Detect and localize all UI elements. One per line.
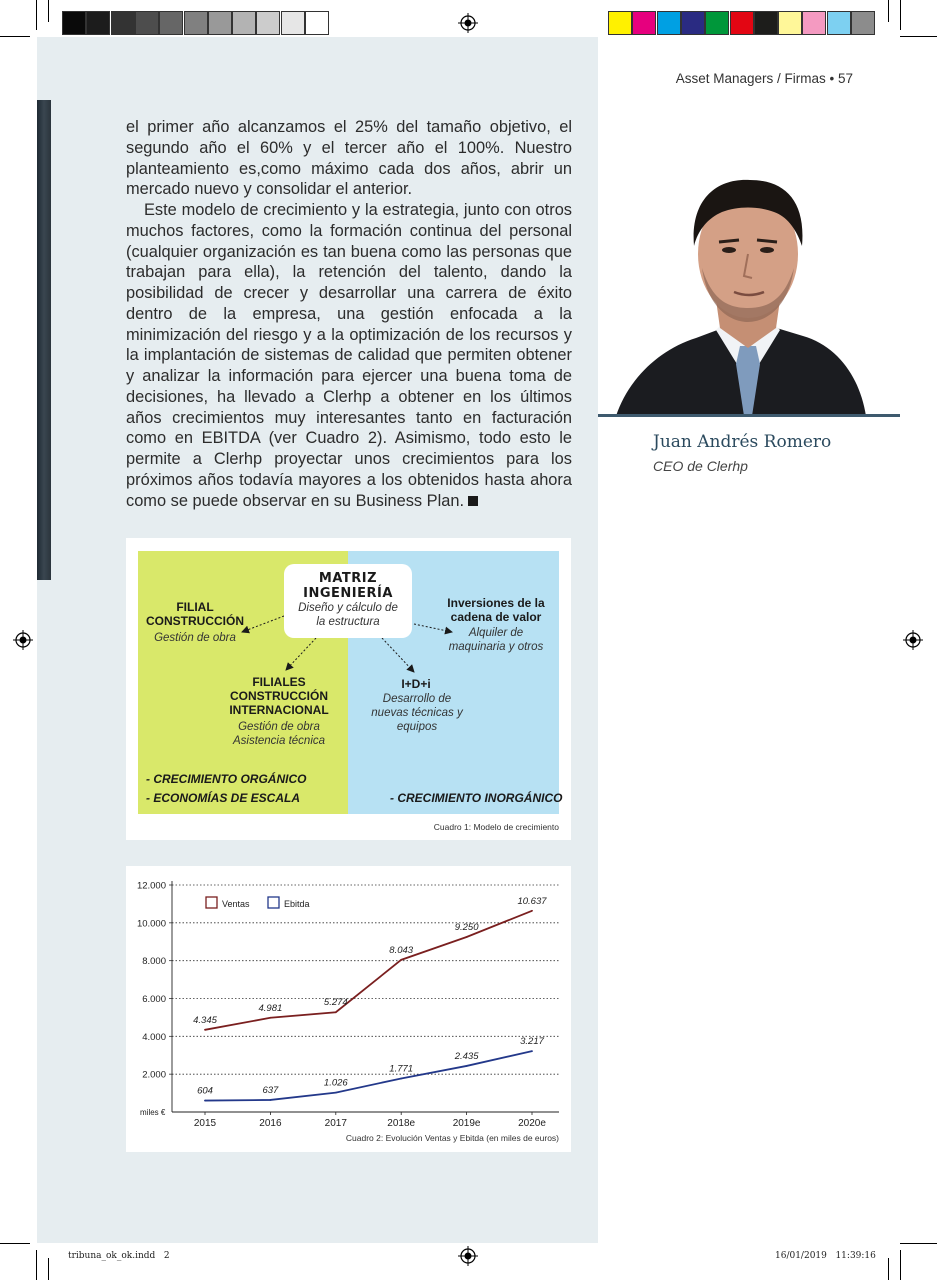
person-name: Juan Andrés Romero: [653, 432, 832, 452]
color-swatch: [730, 11, 754, 35]
x-tick-label: 2018e: [387, 1118, 416, 1129]
crop-mark: [900, 36, 937, 37]
portrait-photo: [598, 150, 900, 416]
gray-swatch: [305, 11, 329, 35]
data-point: [466, 936, 468, 938]
organic-growth-label: - CRECIMIENTO ORGÁNICO: [146, 772, 307, 786]
registration-mark-icon: [458, 1246, 478, 1266]
economies-of-scale-label: - ECONOMÍAS DE ESCALA: [146, 791, 301, 805]
inorganic-growth-label: - CRECIMIENTO INORGÁNICO: [390, 791, 563, 805]
x-tick-label: 2019e: [452, 1118, 481, 1129]
gray-swatch: [256, 11, 280, 35]
running-head: Asset Managers / Firmas • 57: [675, 71, 853, 86]
y-tick-label: 8.000: [142, 956, 166, 968]
y-tick-label: 4.000: [142, 1031, 166, 1043]
crop-mark: [0, 36, 30, 37]
data-point: [531, 1050, 533, 1052]
data-label: 637: [262, 1084, 279, 1096]
legend-swatch: [206, 897, 217, 908]
crop-mark: [48, 0, 49, 22]
crop-mark: [900, 0, 901, 30]
data-label: 5.274: [323, 997, 348, 1009]
y-unit-label: miles €: [140, 1108, 166, 1117]
filial-title: FILIAL CONSTRUCCIÓN: [146, 600, 244, 628]
page-edge-strip: [37, 100, 51, 580]
chart-caption: Cuadro 2: Evolución Ventas y Ebitda (en miles de euros): [345, 1133, 559, 1143]
y-tick-label: 6.000: [142, 994, 166, 1005]
color-swatch: [705, 11, 729, 35]
y-tick-label: 10.000: [136, 918, 166, 930]
data-point: [204, 1100, 206, 1102]
intl-title: FILIALES CONSTRUCCIÓN INTERNACIONAL: [229, 675, 329, 717]
y-tick-label: 12.000: [136, 880, 166, 892]
growth-model-diagram: [126, 538, 571, 840]
data-label: 9.250: [454, 922, 479, 934]
data-label: 8.043: [389, 944, 414, 956]
arrow-to-idi: [382, 638, 414, 672]
crop-mark: [48, 1258, 49, 1280]
gray-swatch: [232, 11, 256, 35]
color-swatch: [827, 11, 851, 35]
registration-mark-icon: [458, 13, 478, 33]
data-label: 10.637: [517, 895, 547, 907]
data-point: [466, 1065, 468, 1067]
gray-swatch: [135, 11, 159, 35]
chart-canvas: [126, 866, 571, 1152]
color-swatch: [851, 11, 875, 35]
arrow-to-filial: [242, 616, 284, 632]
gray-swatch: [86, 11, 110, 35]
color-swatch: [657, 11, 681, 35]
diagram-caption: Cuadro 1: Modelo de crecimiento: [433, 822, 559, 832]
gray-swatch: [159, 11, 183, 35]
investments-subtitle: Alquiler de maquinaria y otros: [448, 627, 544, 653]
crop-mark: [888, 0, 889, 22]
data-point: [270, 1099, 272, 1101]
crop-mark: [900, 1250, 901, 1280]
color-swatch: [802, 11, 826, 35]
legend-label: Ebitda: [284, 899, 310, 909]
body-paragraph: Este modelo de crecimiento y la estrategia, junto con otros muchos factores, como la formación continua del personal (cualquier organización es tan buena como las personas que trabajan para ella), la retención del talento, dando la posibilidad de crecer y desarrollar una carrera de éxito dentro de la empresa, una gestión enfocada a la minimización del riesgo y a la optimización de los recursos y la implantación de sistemas de calidad que permiten obtener y analizar la información para ejercer una buena toma de decisiones, ha llevado a Clerhp a obtener en los últimos años crecimientos muy interesantes tanto en facturación como en EBITDA (ver Cuadro 2). Asimismo, todo esto le permite a Clerhp proyectar unos crecimientos para los próximos años todavía mayores a los obtenidos hasta ahora como se puede observar en su Business Plan.: [126, 201, 572, 510]
color-swatch: [632, 11, 656, 35]
x-tick-label: 2015: [193, 1118, 217, 1129]
data-point: [531, 910, 533, 912]
investments-title: Inversiones de la cadena de valor: [447, 596, 545, 624]
series-line-ventas: [205, 911, 532, 1030]
x-tick-label: 2017: [324, 1118, 347, 1129]
intl-subtitle: Gestión de obra Asistencia técnica: [232, 721, 326, 747]
color-swatch: [681, 11, 705, 35]
footer-timestamp: 16/01/2019 11:39:16: [775, 1251, 876, 1261]
gray-swatch: [62, 11, 86, 35]
data-label: 604: [197, 1085, 213, 1097]
crop-mark: [0, 1243, 30, 1244]
data-point: [335, 1011, 337, 1013]
crop-mark: [36, 0, 37, 30]
legend-label: Ventas: [222, 899, 250, 909]
article-body: [126, 117, 572, 511]
data-label: 4.981: [258, 1002, 283, 1014]
data-label: 4.345: [193, 1014, 217, 1026]
matriz-subtitle: Diseño y cálculo de la estructura: [298, 602, 398, 628]
registration-mark-icon: [13, 630, 33, 650]
gray-swatch: [111, 11, 135, 35]
body-paragraph: el primer año alcanzamos el 25% del tamaño objetivo, el segundo año el 60% y el tercer año el 100%. Nuestro planteamiento es,como máximo cada dos años, abrir un mercado nuevo y consolidar el anterior.: [126, 118, 572, 199]
data-point: [400, 1078, 402, 1080]
x-tick-label: 2020e: [518, 1118, 546, 1129]
end-of-article-mark-icon: [468, 496, 478, 506]
crop-mark: [36, 1250, 37, 1280]
x-tick-label: 2016: [259, 1118, 282, 1129]
data-label: 3.217: [520, 1036, 544, 1048]
data-label: 2.435: [454, 1050, 479, 1062]
data-point: [204, 1029, 206, 1031]
idi-subtitle: Desarrollo de nuevas técnicas y equipos: [371, 693, 463, 733]
series-line-ebitda: [205, 1051, 532, 1100]
color-swatch: [608, 11, 632, 35]
legend-swatch: [268, 897, 279, 908]
filial-subtitle: Gestión de obra: [154, 632, 236, 644]
crop-mark: [900, 1243, 937, 1244]
y-tick-label: 2.000: [142, 1069, 166, 1081]
idi-title: I+D+i: [401, 677, 431, 691]
crop-mark: [888, 1258, 889, 1280]
sales-ebitda-chart: [126, 866, 571, 1152]
data-label: 1.771: [389, 1063, 414, 1075]
gray-swatch: [208, 11, 232, 35]
data-point: [270, 1017, 272, 1019]
color-swatch: [754, 11, 778, 35]
matriz-title: MATRIZ INGENIERÍA: [303, 571, 393, 601]
data-point: [335, 1092, 337, 1094]
registration-mark-icon: [903, 630, 923, 650]
footer-file-name: tribuna_ok_ok.indd 2: [68, 1251, 170, 1261]
gray-swatch: [281, 11, 305, 35]
color-swatch: [778, 11, 802, 35]
person-role: CEO de Clerhp: [653, 458, 748, 474]
data-label: 1.026: [323, 1077, 348, 1089]
portrait-underline: [598, 414, 900, 417]
arrow-to-intl: [286, 638, 316, 670]
data-point: [400, 959, 402, 961]
gray-swatch: [184, 11, 208, 35]
